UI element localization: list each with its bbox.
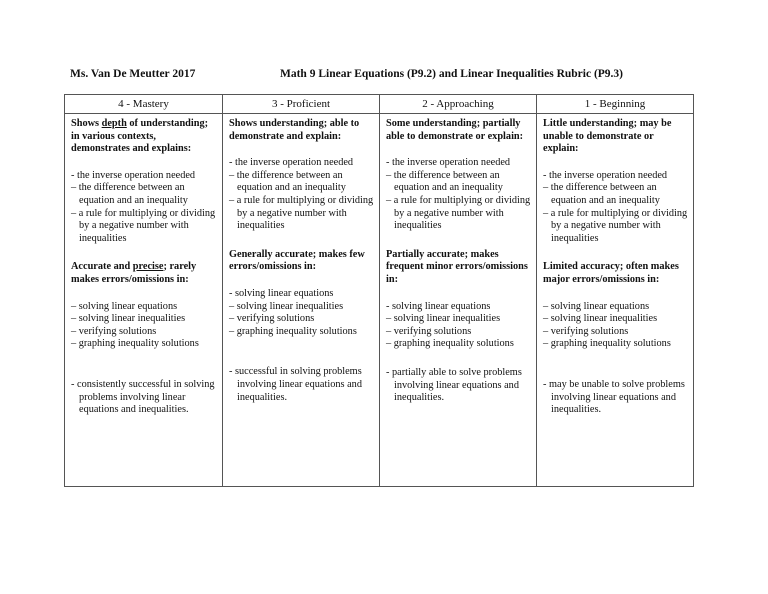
problem-solving-descriptor: - consistently successful in solving problems involving linear equations and inequalities. (71, 378, 215, 416)
understanding-list (71, 170, 217, 246)
list-item: – verifying solutions (386, 325, 472, 337)
list-item: – verifying solutions (543, 325, 629, 337)
rubric-body-row (65, 114, 694, 487)
rubric-title: Math 9 Linear Equations (P9.2) and Linear Inequalities Rubric (P9.3) (280, 68, 624, 80)
list-item: – the difference between an equation and an inequality (386, 169, 503, 194)
list-item: – verifying solutions (229, 313, 315, 325)
list-item: - the inverse operation needed (386, 157, 511, 169)
list-item: - the inverse operation needed (229, 157, 354, 169)
accuracy-descriptor: Limited accuracy; often makes major errors/omissions in: (543, 261, 679, 285)
beginning-cell (537, 114, 694, 487)
list-item: – a rule for multiplying or dividing by a negative number with inequalities (229, 194, 374, 232)
list-item: – the difference between an equation and an inequality (71, 182, 188, 206)
approaching-cell (380, 114, 537, 487)
list-item: – solving linear equations (543, 300, 650, 312)
level-heading-beginning: 1 - Beginning (537, 95, 694, 114)
list-item: – solving linear inequalities (71, 313, 186, 325)
list-item: - the inverse operation needed (543, 169, 668, 181)
understanding-list (229, 157, 374, 233)
understanding-list (386, 157, 531, 233)
list-item: – graphing inequality solutions (386, 338, 514, 350)
list-item: - the inverse operation needed (71, 169, 196, 181)
skills-list (71, 301, 217, 351)
list-item: – solving linear inequalities (386, 313, 501, 325)
mastery-cell (65, 114, 223, 487)
list-item: – graphing inequality solutions (71, 338, 199, 350)
list-item: – solving linear equations (71, 300, 178, 312)
list-item: – a rule for multiplying or dividing by a negative number with inequalities (543, 207, 688, 244)
understanding-descriptor: Shows understanding; able to demonstrate and explain: (229, 118, 360, 142)
list-item: - solving linear equations (229, 287, 334, 299)
list-item: – the difference between an equation and an inequality (229, 169, 346, 194)
rubric-header-row (65, 95, 694, 114)
emphasis-precise: precise (132, 261, 164, 273)
level-heading-proficient: 3 - Proficient (223, 95, 380, 114)
list-item: - solving linear equations (386, 300, 491, 312)
list-item: – solving linear inequalities (543, 313, 658, 325)
teacher-name: Ms. Van De Meutter 2017 (70, 68, 196, 80)
list-item: – graphing inequality solutions (543, 338, 671, 350)
accuracy-descriptor: Accurate and precise; rarely makes errors/omissions in: (71, 261, 197, 285)
proficient-cell (223, 114, 380, 487)
skills-list (229, 288, 374, 338)
accuracy-descriptor: Generally accurate; makes few errors/omissions in: (229, 248, 365, 273)
problem-solving-descriptor: - successful in solving problems involving linear equations and inequalities. (229, 366, 362, 403)
level-heading-approaching: 2 - Approaching (380, 95, 537, 114)
accuracy-descriptor: Partially accurate; makes frequent minor errors/omissions in: (386, 248, 528, 285)
list-item: – verifying solutions (71, 325, 157, 337)
understanding-list (543, 170, 688, 246)
understanding-descriptor: Shows depth of understanding; in various contexts, demonstrates and explains: (71, 118, 209, 155)
problem-solving-descriptor: - may be unable to solve problems involving linear equations and inequalities. (543, 378, 685, 416)
understanding-descriptor: Some understanding; partially able to demonstrate or explain: (386, 118, 524, 142)
list-item: – solving linear inequalities (229, 300, 344, 312)
list-item: – the difference between an equation and an inequality (543, 182, 660, 206)
understanding-descriptor: Little understanding; may be unable to demonstrate or explain: (543, 118, 672, 155)
list-item: – graphing inequality solutions (229, 325, 357, 337)
skills-list (543, 301, 688, 351)
list-item: – a rule for multiplying or dividing by a negative number with inequalities (71, 207, 216, 244)
rubric-table (64, 94, 694, 487)
problem-solving-descriptor: - partially able to solve problems involving linear equations and inequalities. (386, 366, 522, 404)
emphasis-depth: depth (101, 118, 127, 129)
skills-list (386, 301, 531, 351)
list-item: – a rule for multiplying or dividing by a negative number with inequalities (386, 194, 531, 232)
level-heading-mastery: 4 - Mastery (65, 95, 223, 114)
